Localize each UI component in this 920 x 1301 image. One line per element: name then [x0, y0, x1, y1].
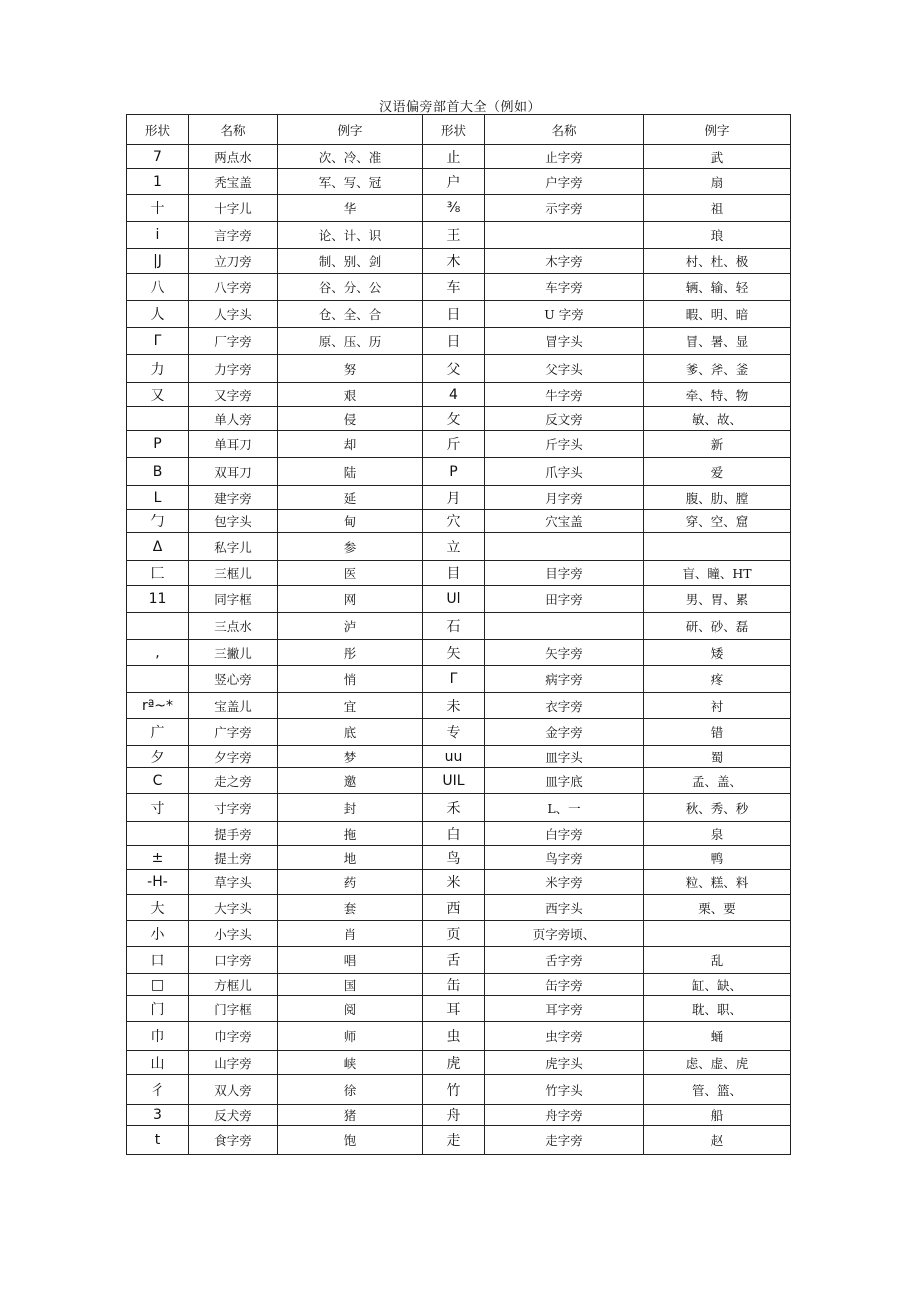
- cell-name: 山字旁: [189, 1051, 278, 1075]
- cell-examples: 封: [278, 794, 423, 822]
- cell-name: 两点水: [189, 145, 278, 169]
- cell-shape-2: P: [423, 458, 485, 486]
- cell-examples: 阅: [278, 996, 423, 1022]
- cell-shape-2: 竹: [423, 1075, 485, 1105]
- cell-name-2: 走字旁: [485, 1126, 644, 1155]
- cell-name-2: 矢字旁: [485, 640, 644, 666]
- table-row: [127, 640, 791, 666]
- cell-name-2: L、一: [485, 794, 644, 822]
- cell-examples: 猪: [278, 1105, 423, 1126]
- cell-examples: 军、写、冠: [278, 169, 423, 195]
- cell-shape-2: 舌: [423, 947, 485, 974]
- cell-name-2: 木字旁: [485, 249, 644, 274]
- cell-examples: 宜: [278, 693, 423, 719]
- cell-shape: 小: [127, 921, 189, 947]
- cell-name-2: 舟字旁: [485, 1105, 644, 1126]
- cell-shape-2: 石: [423, 613, 485, 640]
- cell-shape: rª~*: [127, 693, 189, 719]
- cell-name-2: 虫字旁: [485, 1022, 644, 1051]
- table-row: [127, 195, 791, 222]
- cell-examples-2: 武: [644, 145, 791, 169]
- cell-name-2: 车字旁: [485, 274, 644, 301]
- table-row: [127, 431, 791, 458]
- cell-name-2: 皿字头: [485, 746, 644, 768]
- cell-name: 言字旁: [189, 222, 278, 249]
- cell-shape-2: 虫: [423, 1022, 485, 1051]
- table-row: [127, 794, 791, 822]
- cell-shape: t: [127, 1126, 189, 1155]
- cell-shape: ,: [127, 640, 189, 666]
- cell-shape: ±: [127, 846, 189, 870]
- cell-shape: C: [127, 768, 189, 794]
- cell-shape-2: 攵: [423, 407, 485, 431]
- cell-name-2: 示字旁: [485, 195, 644, 222]
- cell-name-2: 病字旁: [485, 666, 644, 693]
- cell-name-2: 耳字旁: [485, 996, 644, 1022]
- cell-examples-2: 祖: [644, 195, 791, 222]
- cell-shape: 3: [127, 1105, 189, 1126]
- cell-shape-2: 缶: [423, 974, 485, 996]
- table-row: [127, 693, 791, 719]
- cell-shape-2: UIL: [423, 768, 485, 794]
- cell-name-2: 爪字头: [485, 458, 644, 486]
- header-shape-2: 形状: [423, 115, 485, 145]
- cell-name-2: 鸟字旁: [485, 846, 644, 870]
- cell-shape-2: 耳: [423, 996, 485, 1022]
- cell-name: 包字头: [189, 510, 278, 533]
- cell-name-2: 父字头: [485, 355, 644, 383]
- cell-name-2: 皿字底: [485, 768, 644, 794]
- cell-name: 三撇儿: [189, 640, 278, 666]
- cell-shape: [127, 666, 189, 693]
- cell-examples: 泸: [278, 613, 423, 640]
- cell-examples: 参: [278, 533, 423, 561]
- cell-shape-2: 止: [423, 145, 485, 169]
- cell-examples-2: 男、胃、累: [644, 586, 791, 613]
- cell-name: 三点水: [189, 613, 278, 640]
- cell-shape: |J: [127, 249, 189, 274]
- cell-shape-2: 鸟: [423, 846, 485, 870]
- cell-examples-2: 粒、糕、料: [644, 870, 791, 895]
- table-row: [127, 249, 791, 274]
- cell-shape-2: 父: [423, 355, 485, 383]
- cell-name: 食字旁: [189, 1126, 278, 1155]
- cell-shape: 山: [127, 1051, 189, 1075]
- cell-name: 秃宝盖: [189, 169, 278, 195]
- table-row: [127, 947, 791, 974]
- cell-name: 巾字旁: [189, 1022, 278, 1051]
- cell-shape: 11: [127, 586, 189, 613]
- cell-examples-2: 衬: [644, 693, 791, 719]
- cell-shape: Δ: [127, 533, 189, 561]
- cell-examples-2: 盲、瞳、HT: [644, 561, 791, 586]
- cell-shape-2: 矢: [423, 640, 485, 666]
- cell-shape-2: 日: [423, 328, 485, 355]
- table-header-row: [127, 115, 791, 145]
- cell-shape: 力: [127, 355, 189, 383]
- cell-examples-2: 蛹: [644, 1022, 791, 1051]
- cell-shape: 匚: [127, 561, 189, 586]
- cell-shape: □: [127, 974, 189, 996]
- cell-name-2: [485, 222, 644, 249]
- cell-name: 单人旁: [189, 407, 278, 431]
- cell-name-2: 冒字头: [485, 328, 644, 355]
- cell-name: 又字旁: [189, 383, 278, 407]
- cell-examples: 套: [278, 895, 423, 921]
- cell-examples: 努: [278, 355, 423, 383]
- cell-examples: 医: [278, 561, 423, 586]
- table-row: [127, 996, 791, 1022]
- cell-name: 单耳刀: [189, 431, 278, 458]
- cell-name: 小字头: [189, 921, 278, 947]
- header-shape: 形状: [127, 115, 189, 145]
- cell-shape-2: uu: [423, 746, 485, 768]
- cell-shape: 勹: [127, 510, 189, 533]
- cell-examples: 师: [278, 1022, 423, 1051]
- cell-name-2: 户字旁: [485, 169, 644, 195]
- cell-shape: Γ: [127, 328, 189, 355]
- cell-name-2: 田字旁: [485, 586, 644, 613]
- cell-name: 厂字旁: [189, 328, 278, 355]
- cell-shape-2: 木: [423, 249, 485, 274]
- cell-shape: [127, 407, 189, 431]
- cell-examples: 延: [278, 486, 423, 510]
- table-row: [127, 561, 791, 586]
- cell-examples-2: 泉: [644, 822, 791, 846]
- cell-examples: 悄: [278, 666, 423, 693]
- table-row: [127, 1022, 791, 1051]
- cell-name-2: 牛字旁: [485, 383, 644, 407]
- cell-examples-2: 冒、暑、显: [644, 328, 791, 355]
- cell-examples: 彤: [278, 640, 423, 666]
- cell-name-2: 米字旁: [485, 870, 644, 895]
- cell-name: 提手旁: [189, 822, 278, 846]
- cell-examples: 谷、分、公: [278, 274, 423, 301]
- table-row: [127, 746, 791, 768]
- table-row: [127, 666, 791, 693]
- cell-examples-2: 疼: [644, 666, 791, 693]
- cell-name: 竖心旁: [189, 666, 278, 693]
- cell-examples: 华: [278, 195, 423, 222]
- cell-examples-2: 爹、斧、釜: [644, 355, 791, 383]
- cell-examples: 论、计、识: [278, 222, 423, 249]
- cell-name: 提土旁: [189, 846, 278, 870]
- cell-examples-2: 虑、虚、虎: [644, 1051, 791, 1075]
- cell-examples-2: 管、篮、: [644, 1075, 791, 1105]
- cell-shape: -H-: [127, 870, 189, 895]
- cell-shape-2: 目: [423, 561, 485, 586]
- cell-shape-2: 车: [423, 274, 485, 301]
- cell-shape: 八: [127, 274, 189, 301]
- table-row: [127, 1051, 791, 1075]
- cell-examples-2: 辆、输、轻: [644, 274, 791, 301]
- cell-name-2: 反文旁: [485, 407, 644, 431]
- cell-examples: 肖: [278, 921, 423, 947]
- cell-shape-2: 户: [423, 169, 485, 195]
- cell-shape: [127, 613, 189, 640]
- cell-shape: L: [127, 486, 189, 510]
- cell-shape-2: ⅜: [423, 195, 485, 222]
- cell-name: 人字头: [189, 301, 278, 328]
- cell-examples: 梦: [278, 746, 423, 768]
- cell-examples: 地: [278, 846, 423, 870]
- cell-examples: 邀: [278, 768, 423, 794]
- cell-examples: 却: [278, 431, 423, 458]
- header-name: 名称: [189, 115, 278, 145]
- cell-shape-2: 立: [423, 533, 485, 561]
- cell-shape: 7: [127, 145, 189, 169]
- table-row: [127, 586, 791, 613]
- cell-examples-2: 赵: [644, 1126, 791, 1155]
- cell-name: 三框儿: [189, 561, 278, 586]
- table-row: [127, 486, 791, 510]
- header-examples-2: 例字: [644, 115, 791, 145]
- cell-examples: 制、别、剑: [278, 249, 423, 274]
- cell-name: 私字儿: [189, 533, 278, 561]
- cell-examples: 陆: [278, 458, 423, 486]
- cell-shape-2: 月: [423, 486, 485, 510]
- cell-examples: 网: [278, 586, 423, 613]
- cell-shape-2: 白: [423, 822, 485, 846]
- cell-examples: 国: [278, 974, 423, 996]
- cell-name-2: U 字旁: [485, 301, 644, 328]
- cell-examples: 峡: [278, 1051, 423, 1075]
- cell-shape-2: 日: [423, 301, 485, 328]
- table-row: [127, 222, 791, 249]
- cell-examples: 饱: [278, 1126, 423, 1155]
- cell-shape: P: [127, 431, 189, 458]
- header-name-2: 名称: [485, 115, 644, 145]
- table-row: [127, 274, 791, 301]
- cell-name: 双人旁: [189, 1075, 278, 1105]
- cell-shape-2: 专: [423, 719, 485, 746]
- cell-shape-2: 未: [423, 693, 485, 719]
- cell-shape-2: 虎: [423, 1051, 485, 1075]
- cell-examples-2: 暇、明、暗: [644, 301, 791, 328]
- cell-name-2: 穴宝盖: [485, 510, 644, 533]
- cell-name-2: 舌字旁: [485, 947, 644, 974]
- cell-name: 大字头: [189, 895, 278, 921]
- table-row: [127, 355, 791, 383]
- cell-shape-2: 王: [423, 222, 485, 249]
- cell-name: 反犬旁: [189, 1105, 278, 1126]
- cell-shape-2: 走: [423, 1126, 485, 1155]
- cell-shape: 1: [127, 169, 189, 195]
- cell-shape-2: 斤: [423, 431, 485, 458]
- cell-examples-2: 琅: [644, 222, 791, 249]
- table-row: [127, 510, 791, 533]
- radicals-table: [126, 114, 791, 1155]
- cell-name: 八字旁: [189, 274, 278, 301]
- cell-examples-2: 村、杜、极: [644, 249, 791, 274]
- cell-examples-2: 牵、特、物: [644, 383, 791, 407]
- cell-shape-2: 舟: [423, 1105, 485, 1126]
- cell-name: 草字头: [189, 870, 278, 895]
- cell-shape-2: Γ: [423, 666, 485, 693]
- cell-name: 宝盖儿: [189, 693, 278, 719]
- cell-examples: 仓、全、合: [278, 301, 423, 328]
- cell-examples: 次、冷、准: [278, 145, 423, 169]
- table-row: [127, 301, 791, 328]
- page-title: 汉语偏旁部首大全（例如）: [378, 100, 541, 115]
- cell-name-2: [485, 613, 644, 640]
- cell-examples: 甸: [278, 510, 423, 533]
- cell-shape: i: [127, 222, 189, 249]
- cell-name-2: 页字旁顷、: [485, 921, 644, 947]
- cell-shape-2: 4: [423, 383, 485, 407]
- table-row: [127, 383, 791, 407]
- cell-examples-2: 栗、要: [644, 895, 791, 921]
- cell-name: 走之旁: [189, 768, 278, 794]
- cell-shape-2: Ul: [423, 586, 485, 613]
- cell-shape: 门: [127, 996, 189, 1022]
- cell-name-2: 竹字头: [485, 1075, 644, 1105]
- cell-examples-2: 腹、肋、膛: [644, 486, 791, 510]
- cell-shape: B: [127, 458, 189, 486]
- cell-name: 寸字旁: [189, 794, 278, 822]
- cell-examples-2: 穿、空、窟: [644, 510, 791, 533]
- cell-name: 十字儿: [189, 195, 278, 222]
- cell-name-2: [485, 533, 644, 561]
- cell-examples: 艰: [278, 383, 423, 407]
- cell-name-2: 金字旁: [485, 719, 644, 746]
- cell-name-2: 目字旁: [485, 561, 644, 586]
- cell-examples-2: 扇: [644, 169, 791, 195]
- table-row: [127, 458, 791, 486]
- cell-name: 同字框: [189, 586, 278, 613]
- cell-name: 门字框: [189, 996, 278, 1022]
- cell-name: 广字旁: [189, 719, 278, 746]
- cell-name-2: 止字旁: [485, 145, 644, 169]
- table-row: [127, 768, 791, 794]
- header-examples: 例字: [278, 115, 423, 145]
- cell-examples: 唱: [278, 947, 423, 974]
- cell-shape-2: 西: [423, 895, 485, 921]
- cell-shape: [127, 822, 189, 846]
- cell-name: 方框儿: [189, 974, 278, 996]
- cell-examples: 侵: [278, 407, 423, 431]
- cell-examples-2: 新: [644, 431, 791, 458]
- cell-name: 双耳刀: [189, 458, 278, 486]
- table-row: [127, 822, 791, 846]
- cell-name: 口字旁: [189, 947, 278, 974]
- table-row: [127, 846, 791, 870]
- cell-name-2: 西字头: [485, 895, 644, 921]
- cell-shape-2: 页: [423, 921, 485, 947]
- cell-shape: 十: [127, 195, 189, 222]
- table-row: [127, 895, 791, 921]
- cell-examples-2: [644, 921, 791, 947]
- cell-shape: 口: [127, 947, 189, 974]
- table-row: [127, 1126, 791, 1155]
- cell-examples: 拖: [278, 822, 423, 846]
- cell-examples-2: 鸭: [644, 846, 791, 870]
- cell-name-2: 缶字旁: [485, 974, 644, 996]
- cell-name-2: 衣字旁: [485, 693, 644, 719]
- table-row: [127, 974, 791, 996]
- cell-shape-2: 米: [423, 870, 485, 895]
- table-row: [127, 533, 791, 561]
- cell-examples-2: 耽、职、: [644, 996, 791, 1022]
- cell-name: 建字旁: [189, 486, 278, 510]
- cell-shape: 寸: [127, 794, 189, 822]
- table-row: [127, 1075, 791, 1105]
- cell-shape: 巾: [127, 1022, 189, 1051]
- cell-name: 立刀旁: [189, 249, 278, 274]
- cell-shape: 又: [127, 383, 189, 407]
- cell-shape: 人: [127, 301, 189, 328]
- cell-examples: 徐: [278, 1075, 423, 1105]
- cell-shape-2: 穴: [423, 510, 485, 533]
- table-row: [127, 921, 791, 947]
- cell-examples: 原、压、历: [278, 328, 423, 355]
- cell-examples-2: 孟、盖、: [644, 768, 791, 794]
- table-body: [127, 145, 791, 1155]
- cell-name-2: 月字旁: [485, 486, 644, 510]
- cell-examples: 底: [278, 719, 423, 746]
- table-row: [127, 328, 791, 355]
- cell-examples-2: 敏、故、: [644, 407, 791, 431]
- cell-name-2: 斤字头: [485, 431, 644, 458]
- table-row: [127, 613, 791, 640]
- cell-examples-2: 秋、秀、秒: [644, 794, 791, 822]
- cell-shape: 彳: [127, 1075, 189, 1105]
- table-row: [127, 719, 791, 746]
- cell-name: 夕字旁: [189, 746, 278, 768]
- cell-examples-2: 乱: [644, 947, 791, 974]
- cell-shape: 广: [127, 719, 189, 746]
- cell-examples: 药: [278, 870, 423, 895]
- cell-shape-2: 禾: [423, 794, 485, 822]
- cell-examples-2: 矮: [644, 640, 791, 666]
- cell-examples-2: 研、砂、磊: [644, 613, 791, 640]
- cell-examples-2: 缸、缺、: [644, 974, 791, 996]
- table-row: [127, 870, 791, 895]
- cell-examples-2: 蜀: [644, 746, 791, 768]
- cell-examples-2: 错: [644, 719, 791, 746]
- table-row: [127, 407, 791, 431]
- cell-name-2: 白字旁: [485, 822, 644, 846]
- table-row: [127, 1105, 791, 1126]
- cell-shape: 夕: [127, 746, 189, 768]
- cell-examples-2: 爱: [644, 458, 791, 486]
- cell-examples-2: 船: [644, 1105, 791, 1126]
- cell-name: 力字旁: [189, 355, 278, 383]
- cell-shape: 大: [127, 895, 189, 921]
- cell-examples-2: [644, 533, 791, 561]
- table-row: [127, 145, 791, 169]
- cell-name-2: 虎字头: [485, 1051, 644, 1075]
- table-row: [127, 169, 791, 195]
